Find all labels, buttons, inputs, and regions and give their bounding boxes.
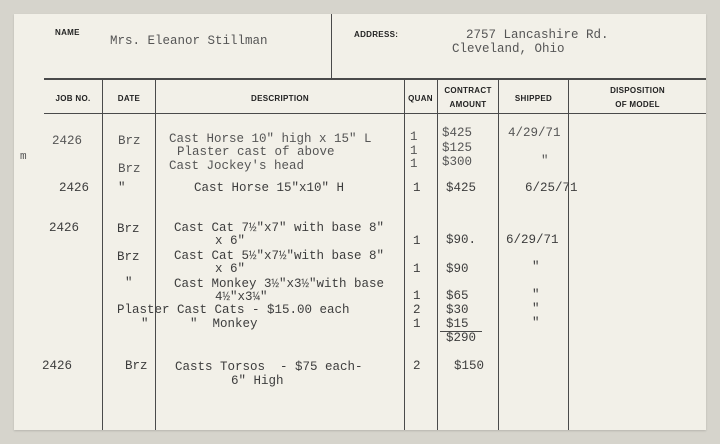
address-label: ADDRESS: [354, 30, 399, 39]
margin-mark: m [20, 151, 27, 163]
r4-quan: 1 [413, 181, 421, 195]
col-divider-desc [404, 79, 405, 430]
r9-amount: $15 [446, 317, 469, 331]
col-header-shipped: SHIPPED [514, 94, 553, 103]
r1-shipped: 4/29/71 [508, 126, 561, 140]
r3-quan: 1 [410, 157, 418, 171]
name-address-divider [331, 14, 332, 78]
r2-desc: Plaster cast of above [177, 145, 335, 159]
r5-date: Brz [117, 222, 140, 236]
col-header-of-model: OF MODEL [615, 100, 660, 109]
r5-shipped: 6/29/71 [506, 233, 559, 247]
r9-shipped: " [532, 316, 540, 330]
col-divider-quan [437, 79, 438, 430]
r8-desc: Plaster Cast Cats - $15.00 each [117, 303, 350, 317]
r9-desc: " Monkey [190, 317, 258, 331]
col-divider-amount [498, 79, 499, 430]
r8-quan: 2 [413, 303, 421, 317]
r7-amount: $65 [446, 289, 469, 303]
r6-desc2: x 6" [215, 262, 246, 276]
r4-amount: $425 [446, 181, 477, 195]
r1-job: 2426 [52, 134, 83, 148]
r1-desc: Cast Horse 10" high x 15" L [169, 132, 372, 146]
r6-date: Brz [117, 250, 140, 264]
r6-quan: 1 [413, 262, 421, 276]
r9-quan: 1 [413, 317, 421, 331]
name-label: NAME [55, 28, 80, 37]
address-line-2: Cleveland, Ohio [452, 42, 565, 56]
col-divider-job [102, 79, 103, 430]
name-value: Mrs. Eleanor Stillman [110, 34, 268, 48]
col-header-contract: CONTRACT [444, 86, 492, 95]
col-divider-shipped [568, 79, 569, 430]
r5-amount: $90. [446, 233, 477, 247]
r7-shipped: " [532, 288, 540, 302]
r11-desc: Casts Torsos - $75 each- [175, 360, 363, 374]
r8-amount: $30 [446, 303, 469, 317]
r10-total: $290 [446, 331, 477, 345]
col-header-description: DESCRIPTION [251, 94, 309, 103]
r7-date: " [125, 276, 133, 290]
r5-job: 2426 [49, 221, 80, 235]
r4-job: 2426 [59, 181, 90, 195]
col-header-job-no: JOB NO. [55, 94, 91, 103]
r3-shipped: " [541, 154, 549, 168]
r6-shipped: " [532, 260, 540, 274]
r5-quan: 1 [413, 234, 421, 248]
r2-quan: 1 [410, 144, 418, 158]
r3-date: Brz [118, 162, 141, 176]
r4-shipped: 6/25/71 [525, 181, 578, 195]
r2-amount: $125 [442, 141, 473, 155]
r11-quan: 2 [413, 359, 421, 373]
r4-desc: Cast Horse 15"x10" H [194, 181, 345, 195]
r5-desc: Cast Cat 7½"x7" with base 8" [174, 221, 385, 235]
r6-desc: Cast Cat 5½"x7½"with base 8" [174, 249, 385, 263]
r7-desc2: 4½"x3¼" [215, 290, 268, 304]
r11-amount: $150 [454, 359, 485, 373]
header-rule [44, 78, 706, 80]
col-divider-date [155, 79, 156, 430]
record-card [14, 14, 706, 430]
col-header-disposition: DISPOSITION [610, 86, 665, 95]
r1-date: Brz [118, 134, 141, 148]
r6-amount: $90 [446, 262, 469, 276]
r7-desc: Cast Monkey 3½"x3½"with base [174, 277, 385, 291]
r3-amount: $300 [442, 155, 473, 169]
col-header-amount: AMOUNT [449, 100, 487, 109]
col-header-date: DATE [117, 94, 141, 103]
r1-quan: 1 [410, 130, 418, 144]
r3-desc: Cast Jockey's head [169, 159, 305, 173]
r11-date: Brz [125, 359, 148, 373]
address-line-1: 2757 Lancashire Rd. [466, 28, 609, 42]
r5-desc2: x 6" [215, 234, 246, 248]
column-header-rule [44, 113, 706, 114]
r1-amount: $425 [442, 126, 473, 140]
r4-date: " [118, 181, 126, 195]
col-header-quan: QUAN [408, 94, 433, 103]
r9-date: " [141, 317, 149, 331]
r7-quan: 1 [413, 289, 421, 303]
r11-job: 2426 [42, 359, 73, 373]
r8-shipped: " [532, 302, 540, 316]
r11-desc2: 6" High [231, 374, 284, 388]
